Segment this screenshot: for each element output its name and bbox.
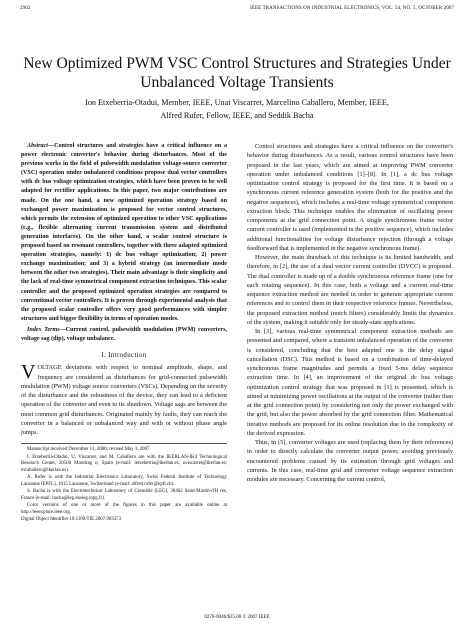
- footnote-affiliation-2: A. Rufer is with the Industrial Electronics Laboratory, Swiss Federal Institute of Technology Lausanne (EPFL), 1015 Lausanne, Switzerland (e-mail: alfred.rufer@epfl.ch).: [21, 475, 227, 487]
- footnote-color: Color versions of one or more of the figures in this paper are available online at http://ieeexplore.ieee.org.: [21, 503, 227, 515]
- author-line-2: Alfred Rufer, Fellow, IEEE, and Seddik Bacha: [160, 111, 314, 120]
- index-terms: [21, 326, 227, 344]
- running-header: [20, 6, 454, 16]
- author-list: [20, 96, 454, 122]
- doi-line: Digital Object Identifier 10.1109/TIE.2007.903373: [21, 517, 122, 523]
- section-heading: I. Introduction: [101, 352, 147, 360]
- body-paragraph: However, the main drawback of this technique is its limited bandwidth, and therefore, in [2], the use of a dual vector current controller (DVCC) is proposed. The dual controller is made up of a double synchronous reference frame (one for each rotating sequence). In this case, both a voltage and a current real-time sequence extraction method are needed in order to generate appropriate current references and to control them in their respective reference frames. Nevertheless, the proposed extraction method (notch filters) considerably limits the dynamics of the system, making it suitable only for steady-state applications.: [247, 254, 453, 326]
- right-column: [247, 142, 453, 484]
- index-terms-text: —Current control, pulsewidth modulation (PWM) converters, voltage sag (dip), voltage unbalance.: [21, 326, 227, 342]
- footnote-affiliation-1: I. Etxeberria-Otadui, U. Viscarret, and M. Caballero are with the IKERLAN-IK4 Technological Research Center, 20500 Mondrag n, Spain (e-mail: ietxeberria@ikerlan.es; uviscarret@ikerlan.es; mcaballero@ikerlan.es).: [21, 454, 227, 473]
- author-line-1: Ion Etxeberria-Otadui, Member, IEEE, Unai Viscarret, Marcelino Caballero, Member, IEEE,: [85, 98, 389, 107]
- journal-header: IEEE TRANSACTIONS ON INDUSTRIAL ELECTRONICS, VOL. 54, NO. 5, OCTOBER 2007: [250, 6, 454, 11]
- intro-paragraph: [21, 363, 227, 437]
- body-paragraph: In [3], various real-time symmetrical component extraction methods are presented and compared, where a transient unbalanced operation of the converter is considered, concluding that the best adapted one is the delay signal cancellation (DSC). This method is based on a combination of time-delayed synchronous frame magnitudes and permits a fixed 5-ms delay sequence extraction time. In [4], an improvement of the original dc bus voltage optimization control strategy that was proposed in [1] is presented, which is aimed at minimizing power oscillations at the output of the converter (rather than at the grid connection point) by considering not only the power exchanged with the grid, but also the power absorbed by the grid connection filter. Mathematical iterative methods are proposed for its online resolution due to the complexity of the derived expression.: [247, 328, 453, 437]
- drop-cap: V: [21, 361, 36, 384]
- body-paragraph: Control structures and strategies have a critical influence on the converter's behavior during disturbances. As a result, various control structures have been proposed in the last years, which are aimed at improving PWM converter operation under unbalanced conditions [1]–[8]. In [1], a dc bus voltage optimization control strategy is proposed for the first time. It is based on a synchronous current reference generation system (both for the positive and the negative sequences), which includes a real-time voltage symmetrical component extraction block. This technique enables the elimination of oscillating power components at the grid connection point. A single synchronous frame vector current controller is used (implemented in the positive sequence), which includes additional functionalities for voltage disturbance rejection (through a voltage feedforward that is implemented in the negative synchronous frame).: [247, 143, 453, 252]
- copyright-footer: 0278-0046/$25.00 © 2007 IEEE: [204, 615, 270, 620]
- footnotes: [21, 443, 227, 523]
- index-terms-lead: Index Terms: [27, 326, 60, 333]
- page-number: 2902: [20, 6, 31, 11]
- abstract: [21, 142, 227, 324]
- paper-title: New Optimized PWM VSC Control Structures and Strategies Under Unbalanced Voltage Transients: [23, 55, 451, 91]
- abstract-lead: Abstract: [27, 143, 48, 149]
- intro-text: OLTAGE deviations with respect to nominal amplitude, shape, and frequency are considered as disturbances for grid-connected pulsewidth modulation (PWM) voltage source converters (VSCs). Depending on the severity of the disturbance and the robustness of the device, they can lead to a deficient operation of the converter and even to its shutdown. Voltage sags are between the most common grid disturbances. Originated mainly by faults, they can reach the converter in a balanced or unbalanced way and with or without phase angle jumps.: [21, 364, 227, 437]
- abstract-text: —Control structures and strategies have a critical influence on a power electronic converter's behavior during disturbances. Most of the previous works in the field of pulsewidth modulation voltage-source converter (VSC) operation under unbalanced conditions propose dual vector controllers with dc bus voltage optimization strategies, which have been proven to be well adapted for rectifier applications. In this paper, two major contributions are made. On the one hand, a new optimized operation strategy based on exchanged power maximization is proposed for vector control structures, which permits the extension of optimized operation to other VSC applications (e.g., flexible alternating current transmission system and distributed generation interfaces). On the other hand, a scalar control structure is proposed based on resonant controllers, together with three adapted optimized operation strategies, namely: 1) dc bus voltage optimization; 2) power exchange maximization; and 3) a hybrid strategy (an intermediate mode between the other two strategies). Their main advantage is their simplicity and the lack of real-time symmetrical component extraction techniques. This scalar controller and the proposed optimized operation strategies are compared to conventional vector controllers. It is proven through experimental analysis that the proposed scalar controller offers very good performances with simpler structures and bigger flexibility in terms of operation modes.: [21, 143, 227, 322]
- footnote-manuscript: Manuscript received December 13, 2006; revised May 3, 2007.: [27, 447, 151, 453]
- left-column: [21, 142, 227, 524]
- footnote-affiliation-3: S. Bacha is with the Electrotechnical Laboratory of Grenoble (LEG), 38402 Saint-Martin-d'H res, France (e-mail: bacha@leg.ensieg.inpg.fr).: [21, 489, 227, 501]
- body-paragraph: Thus, in [5], converter voltages are used (replacing them by their references) in order to directly calculate the converter output power, avoiding previously encountered problems caused by its estimation through grid voltages and currents. In this case, real-time grid and converter voltage sequence extraction modules are necessary. Concerning the current control,: [247, 439, 453, 483]
